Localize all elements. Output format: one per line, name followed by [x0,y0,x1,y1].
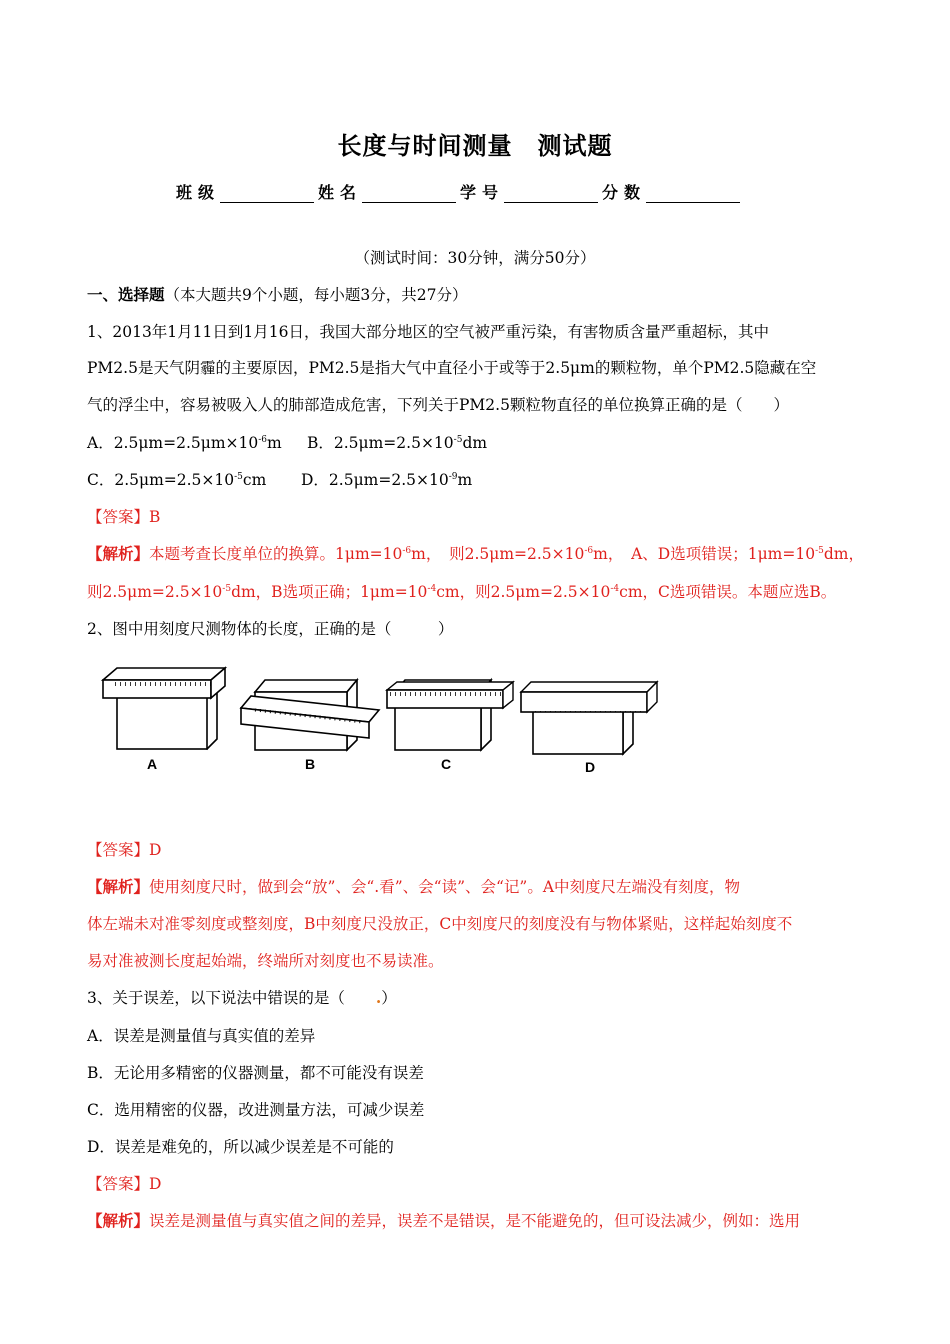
class-blank [220,182,314,203]
section-heading-desc: （本大题共9个小题，每小题3分，共27分） [164,286,468,304]
q1-option-c-unit: cm [242,471,267,489]
q2-explanation-line3: 易对准被测长度起始端，终端所对刻度也不易读准。 [87,952,444,970]
q1-explanation-line1 [87,542,864,564]
q3-option-b: B．无论用多精密的仪器测量，都不可能没有误差 [87,1064,424,1082]
q1-explanation-line2 [87,580,836,602]
q1-exp-sup: -6 [584,546,594,556]
score-blank [646,182,740,203]
section-heading-title: 一、选择题 [87,285,165,304]
q1-option-b [307,431,487,453]
figure-label-a: A [147,756,158,772]
q1-exp-text: cm，C选项错误。本题应选B。 [619,583,837,601]
q1-option-d-unit: m [457,471,473,489]
q1-stem-line2: PM2.5是天气阴霾的主要原因，PM2.5是指大气中直径小于或等于2.5μm的颗粒物，单个PM2.5隐藏在空 [87,359,817,377]
q1-option-a-unit: m [267,434,282,452]
q3-stem-dot: . [375,988,382,1007]
q2-explanation-line1 [87,875,740,897]
ruler-figure-b [241,680,379,750]
name-label: 姓名 [318,183,363,202]
q2-answer: 【答案】D [87,841,162,859]
q1-option-c [87,468,266,490]
q1-option-d-exp: -9 [448,472,458,482]
q1-option-c-text: C．2.5μm=2.5×10 [87,471,235,489]
q1-exp-text: 本题考查长度单位的换算。1μm=10 [149,545,403,563]
q1-exp-sup: -4 [427,584,437,594]
q2-stem: 2、图中用刻度尺测物体的长度，正确的是（ ） [87,620,454,638]
q1-option-a-exp: -6 [258,435,268,445]
ruler-figure [95,652,675,782]
figure-label-b: B [305,756,316,772]
q2-explanation-line2: 体左端未对准零刻度或整刻度，B中刻度尺没放正，C中刻度尺的刻度没有与物体紧贴，这样起始刻度不 [87,915,793,933]
q3-explanation-line1 [87,1209,800,1231]
q1-exp-text: m， A、D选项错误；1μm=10 [593,545,816,563]
q1-exp-text: 则2.5μm=2.5×10 [87,583,223,601]
ruler-figure-c [387,680,513,750]
score-label: 分数 [602,183,647,202]
q3-option-d: D．误差是难免的，所以减少误差是不可能的 [87,1138,394,1156]
figure-label-c: C [441,756,452,772]
q1-answer: 【答案】B [87,508,161,526]
class-label: 班级 [176,183,221,202]
q1-exp-sup: -5 [815,546,824,556]
q1-explanation-label: 【解析】 [87,544,150,563]
q3-option-c: C．选用精密的仪器，改进测量方法，可减少误差 [87,1101,425,1119]
student-info-line [176,180,744,203]
q1-exp-sup: -6 [402,546,412,556]
q1-option-d [301,468,472,490]
q1-option-c-exp: -5 [234,472,243,482]
q3-stem [87,986,397,1008]
q3-option-a: A．误差是测量值与真实值的差异 [87,1027,316,1045]
q2-explanation-label: 【解析】 [87,877,150,896]
q1-option-b-exp: -5 [453,435,463,445]
q3-stem-close: ） [381,989,397,1007]
test-info: （测试时间：30分钟，满分50分） [354,249,596,267]
q1-exp-sup: -4 [610,584,620,594]
q1-option-b-unit: dm [462,434,488,452]
q1-exp-text: dm， [823,545,864,563]
figure-label-d: D [585,759,596,775]
q1-exp-text: cm，则2.5μm=2.5×10 [436,583,611,601]
section-heading [87,283,467,305]
q1-option-a-text: A．2.5μm=2.5μm×10 [87,434,259,452]
q3-explanation-label: 【解析】 [87,1211,150,1230]
q1-stem-line1: 1、2013年1月11日到1月16日，我国大部分地区的空气被严重污染，有害物质含量严重超标，其中 [87,323,769,341]
q3-exp-text: 误差是测量值与真实值之间的差异，误差不是错误，是不能避免的，但可设法减少，例如：选用 [149,1212,801,1230]
q1-exp-sup: -5 [222,584,232,594]
id-blank [504,182,598,203]
name-blank [362,182,456,203]
q3-answer: 【答案】D [87,1175,162,1193]
q1-exp-text: dm，B选项正确；1μm=10 [231,583,428,601]
page-title: 长度与时间测量 测试题 [337,131,613,160]
q1-option-a [87,431,282,453]
q1-option-d-text: D．2.5μm=2.5×10 [301,471,449,489]
q1-stem-line3: 气的浮尘中，容易被吸入人的肺部造成危害，下列关于PM2.5颗粒物直径的单位换算正确的是（ ） [87,396,789,414]
ruler-figure-a [103,668,225,749]
q1-option-b-text: B．2.5μm=2.5×10 [307,434,454,452]
ruler-figure-d [521,682,657,754]
q2-exp-text: 使用刻度尺时，做到会“放”、会“.看”、会“读”、会“记”。A中刻度尺左端没有刻度，物 [149,878,741,896]
q3-stem-text: 3、关于误差，以下说法中错误的是（ [87,989,376,1007]
q1-exp-text: m， 则2.5μm=2.5×10 [411,545,585,563]
id-label: 学号 [460,183,505,202]
